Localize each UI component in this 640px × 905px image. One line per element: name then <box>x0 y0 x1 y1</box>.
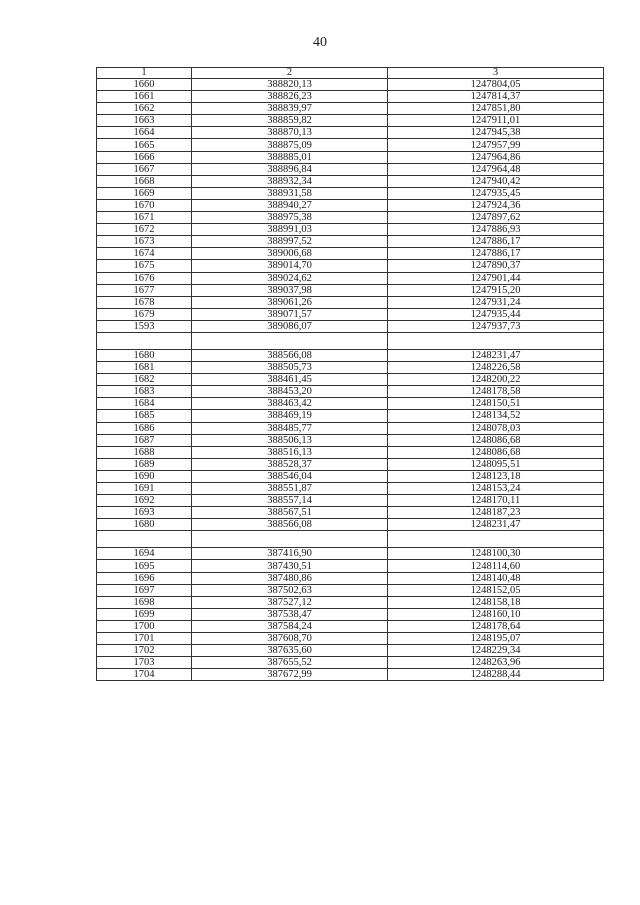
y-coordinate-cell: 1247890,37 <box>388 260 604 272</box>
y-coordinate-cell: 1247901,44 <box>388 272 604 284</box>
table-row <box>97 657 604 669</box>
x-coordinate-cell: 388991,03 <box>192 224 388 236</box>
point-number-cell: 1673 <box>97 236 192 248</box>
table-row <box>97 248 604 260</box>
y-coordinate-cell: 1248231,47 <box>388 519 604 531</box>
x-coordinate-cell: 387538,47 <box>192 608 388 620</box>
y-coordinate-cell: 1248123,18 <box>388 470 604 482</box>
table-row <box>97 308 604 320</box>
y-coordinate-cell: 1248150,51 <box>388 398 604 410</box>
y-coordinate-cell: 1247924,36 <box>388 199 604 211</box>
empty-cell <box>97 332 192 349</box>
point-number-cell: 1672 <box>97 224 192 236</box>
x-coordinate-cell: 388870,13 <box>192 127 388 139</box>
x-coordinate-cell: 387608,70 <box>192 633 388 645</box>
table-body <box>97 79 604 681</box>
y-coordinate-cell: 1248170,11 <box>388 495 604 507</box>
y-coordinate-cell: 1247964,48 <box>388 163 604 175</box>
x-coordinate-cell: 387502,63 <box>192 584 388 596</box>
table-row <box>97 91 604 103</box>
y-coordinate-cell: 1247911,01 <box>388 115 604 127</box>
point-number-cell: 1697 <box>97 584 192 596</box>
point-number-cell: 1680 <box>97 519 192 531</box>
x-coordinate-cell: 388875,09 <box>192 139 388 151</box>
table-row <box>97 398 604 410</box>
y-coordinate-cell: 1247935,45 <box>388 187 604 199</box>
empty-cell <box>388 332 604 349</box>
x-coordinate-cell: 388820,13 <box>192 79 388 91</box>
y-coordinate-cell: 1247945,38 <box>388 127 604 139</box>
x-coordinate-cell: 389006,68 <box>192 248 388 260</box>
point-number-cell: 1698 <box>97 596 192 608</box>
x-coordinate-cell: 389024,62 <box>192 272 388 284</box>
point-number-cell: 1700 <box>97 620 192 632</box>
table-row <box>97 596 604 608</box>
x-coordinate-cell: 389061,26 <box>192 296 388 308</box>
x-coordinate-cell: 388461,45 <box>192 374 388 386</box>
y-coordinate-cell: 1248195,07 <box>388 633 604 645</box>
table-row <box>97 422 604 434</box>
x-coordinate-cell: 387584,24 <box>192 620 388 632</box>
y-coordinate-cell: 1248100,30 <box>388 548 604 560</box>
x-coordinate-cell: 387430,51 <box>192 560 388 572</box>
x-coordinate-cell: 389014,70 <box>192 260 388 272</box>
y-coordinate-cell: 1248231,47 <box>388 349 604 361</box>
x-coordinate-cell: 388997,52 <box>192 236 388 248</box>
y-coordinate-cell: 1248153,24 <box>388 483 604 495</box>
point-number-cell: 1593 <box>97 320 192 332</box>
table-row <box>97 608 604 620</box>
y-coordinate-cell: 1248263,96 <box>388 657 604 669</box>
x-coordinate-cell: 388859,82 <box>192 115 388 127</box>
table-row <box>97 272 604 284</box>
y-coordinate-cell: 1248095,51 <box>388 458 604 470</box>
empty-cell <box>192 531 388 548</box>
table-row <box>97 79 604 91</box>
y-coordinate-cell: 1247931,24 <box>388 296 604 308</box>
x-coordinate-cell: 388839,97 <box>192 103 388 115</box>
point-number-cell: 1696 <box>97 572 192 584</box>
point-number-cell: 1669 <box>97 187 192 199</box>
table-row <box>97 115 604 127</box>
x-coordinate-cell: 388557,14 <box>192 495 388 507</box>
y-coordinate-cell: 1247957,99 <box>388 139 604 151</box>
point-number-cell: 1683 <box>97 386 192 398</box>
point-number-cell: 1691 <box>97 483 192 495</box>
table-row <box>97 374 604 386</box>
table-row <box>97 236 604 248</box>
point-number-cell: 1662 <box>97 103 192 115</box>
y-coordinate-cell: 1247886,17 <box>388 248 604 260</box>
x-coordinate-cell: 388485,77 <box>192 422 388 434</box>
point-number-cell: 1685 <box>97 410 192 422</box>
x-coordinate-cell: 389086,07 <box>192 320 388 332</box>
point-number-cell: 1684 <box>97 398 192 410</box>
y-coordinate-cell: 1247940,42 <box>388 175 604 187</box>
x-coordinate-cell: 388546,04 <box>192 470 388 482</box>
point-number-cell: 1702 <box>97 645 192 657</box>
point-number-cell: 1665 <box>97 139 192 151</box>
x-coordinate-cell: 388566,08 <box>192 519 388 531</box>
point-number-cell: 1689 <box>97 458 192 470</box>
empty-cell <box>192 332 388 349</box>
point-number-cell: 1667 <box>97 163 192 175</box>
table-row <box>97 519 604 531</box>
y-coordinate-cell: 1247814,37 <box>388 91 604 103</box>
table-row <box>97 495 604 507</box>
x-coordinate-cell: 388551,87 <box>192 483 388 495</box>
column-header: 1 <box>97 68 192 79</box>
table-header-row <box>97 68 604 79</box>
table-row <box>97 139 604 151</box>
point-number-cell: 1681 <box>97 362 192 374</box>
table-row <box>97 212 604 224</box>
table-row <box>97 175 604 187</box>
point-number-cell: 1695 <box>97 560 192 572</box>
y-coordinate-cell: 1248288,44 <box>388 669 604 681</box>
y-coordinate-cell: 1248178,64 <box>388 620 604 632</box>
table-row <box>97 483 604 495</box>
y-coordinate-cell: 1247886,93 <box>388 224 604 236</box>
x-coordinate-cell: 388885,01 <box>192 151 388 163</box>
table-row <box>97 507 604 519</box>
table-row <box>97 260 604 272</box>
separator-row <box>97 531 604 548</box>
point-number-cell: 1675 <box>97 260 192 272</box>
x-coordinate-cell: 388896,84 <box>192 163 388 175</box>
x-coordinate-cell: 388463,42 <box>192 398 388 410</box>
point-number-cell: 1690 <box>97 470 192 482</box>
empty-cell <box>388 531 604 548</box>
table-row <box>97 410 604 422</box>
table-row <box>97 320 604 332</box>
y-coordinate-cell: 1247851,80 <box>388 103 604 115</box>
point-number-cell: 1701 <box>97 633 192 645</box>
point-number-cell: 1664 <box>97 127 192 139</box>
empty-cell <box>97 531 192 548</box>
point-number-cell: 1703 <box>97 657 192 669</box>
y-coordinate-cell: 1248229,34 <box>388 645 604 657</box>
table-row <box>97 349 604 361</box>
x-coordinate-cell: 387655,52 <box>192 657 388 669</box>
x-coordinate-cell: 388975,38 <box>192 212 388 224</box>
x-coordinate-cell: 388453,20 <box>192 386 388 398</box>
table-row <box>97 458 604 470</box>
x-coordinate-cell: 387527,12 <box>192 596 388 608</box>
x-coordinate-cell: 389037,98 <box>192 284 388 296</box>
y-coordinate-cell: 1247964,86 <box>388 151 604 163</box>
point-number-cell: 1694 <box>97 548 192 560</box>
table-row <box>97 127 604 139</box>
table-row <box>97 296 604 308</box>
point-number-cell: 1680 <box>97 349 192 361</box>
x-coordinate-cell: 388932,34 <box>192 175 388 187</box>
table-row <box>97 633 604 645</box>
point-number-cell: 1686 <box>97 422 192 434</box>
point-number-cell: 1660 <box>97 79 192 91</box>
x-coordinate-cell: 389071,57 <box>192 308 388 320</box>
point-number-cell: 1704 <box>97 669 192 681</box>
y-coordinate-cell: 1247937,73 <box>388 320 604 332</box>
point-number-cell: 1674 <box>97 248 192 260</box>
point-number-cell: 1679 <box>97 308 192 320</box>
table-row <box>97 560 604 572</box>
x-coordinate-cell: 387416,90 <box>192 548 388 560</box>
y-coordinate-cell: 1247897,62 <box>388 212 604 224</box>
y-coordinate-cell: 1248226,58 <box>388 362 604 374</box>
table-row <box>97 572 604 584</box>
x-coordinate-cell: 388506,13 <box>192 434 388 446</box>
point-number-cell: 1687 <box>97 434 192 446</box>
y-coordinate-cell: 1247886,17 <box>388 236 604 248</box>
point-number-cell: 1663 <box>97 115 192 127</box>
y-coordinate-cell: 1248140,48 <box>388 572 604 584</box>
point-number-cell: 1688 <box>97 446 192 458</box>
table-row <box>97 187 604 199</box>
point-number-cell: 1666 <box>97 151 192 163</box>
column-header: 3 <box>388 68 604 79</box>
column-header: 2 <box>192 68 388 79</box>
x-coordinate-cell: 388516,13 <box>192 446 388 458</box>
x-coordinate-cell: 387635,60 <box>192 645 388 657</box>
table-row <box>97 470 604 482</box>
point-number-cell: 1670 <box>97 199 192 211</box>
table-row <box>97 386 604 398</box>
point-number-cell: 1668 <box>97 175 192 187</box>
x-coordinate-cell: 388505,73 <box>192 362 388 374</box>
y-coordinate-cell: 1248152,05 <box>388 584 604 596</box>
table-row <box>97 284 604 296</box>
point-number-cell: 1682 <box>97 374 192 386</box>
table-row <box>97 103 604 115</box>
point-number-cell: 1699 <box>97 608 192 620</box>
y-coordinate-cell: 1248086,68 <box>388 446 604 458</box>
table-row <box>97 548 604 560</box>
x-coordinate-cell: 388528,37 <box>192 458 388 470</box>
coordinates-table <box>96 67 604 681</box>
y-coordinate-cell: 1248200,22 <box>388 374 604 386</box>
point-number-cell: 1678 <box>97 296 192 308</box>
page-number: 40 <box>313 35 327 50</box>
point-number-cell: 1693 <box>97 507 192 519</box>
point-number-cell: 1677 <box>97 284 192 296</box>
y-coordinate-cell: 1248187,23 <box>388 507 604 519</box>
y-coordinate-cell: 1248158,18 <box>388 596 604 608</box>
y-coordinate-cell: 1247804,05 <box>388 79 604 91</box>
table-row <box>97 645 604 657</box>
point-number-cell: 1676 <box>97 272 192 284</box>
table-row <box>97 446 604 458</box>
x-coordinate-cell: 388931,58 <box>192 187 388 199</box>
x-coordinate-cell: 387672,99 <box>192 669 388 681</box>
point-number-cell: 1661 <box>97 91 192 103</box>
x-coordinate-cell: 388469,19 <box>192 410 388 422</box>
table-row <box>97 224 604 236</box>
table-row <box>97 584 604 596</box>
x-coordinate-cell: 388567,51 <box>192 507 388 519</box>
y-coordinate-cell: 1247915,20 <box>388 284 604 296</box>
y-coordinate-cell: 1248160,10 <box>388 608 604 620</box>
table-row <box>97 620 604 632</box>
table-row <box>97 434 604 446</box>
x-coordinate-cell: 388940,27 <box>192 199 388 211</box>
table-row <box>97 362 604 374</box>
y-coordinate-cell: 1247935,44 <box>388 308 604 320</box>
table-row <box>97 669 604 681</box>
x-coordinate-cell: 388566,08 <box>192 349 388 361</box>
table-row <box>97 199 604 211</box>
separator-row <box>97 332 604 349</box>
table-row <box>97 163 604 175</box>
y-coordinate-cell: 1248178,58 <box>388 386 604 398</box>
point-number-cell: 1671 <box>97 212 192 224</box>
point-number-cell: 1692 <box>97 495 192 507</box>
y-coordinate-cell: 1248114,60 <box>388 560 604 572</box>
y-coordinate-cell: 1248134,52 <box>388 410 604 422</box>
x-coordinate-cell: 388826,23 <box>192 91 388 103</box>
table-row <box>97 151 604 163</box>
x-coordinate-cell: 387480,86 <box>192 572 388 584</box>
y-coordinate-cell: 1248086,68 <box>388 434 604 446</box>
y-coordinate-cell: 1248078,03 <box>388 422 604 434</box>
